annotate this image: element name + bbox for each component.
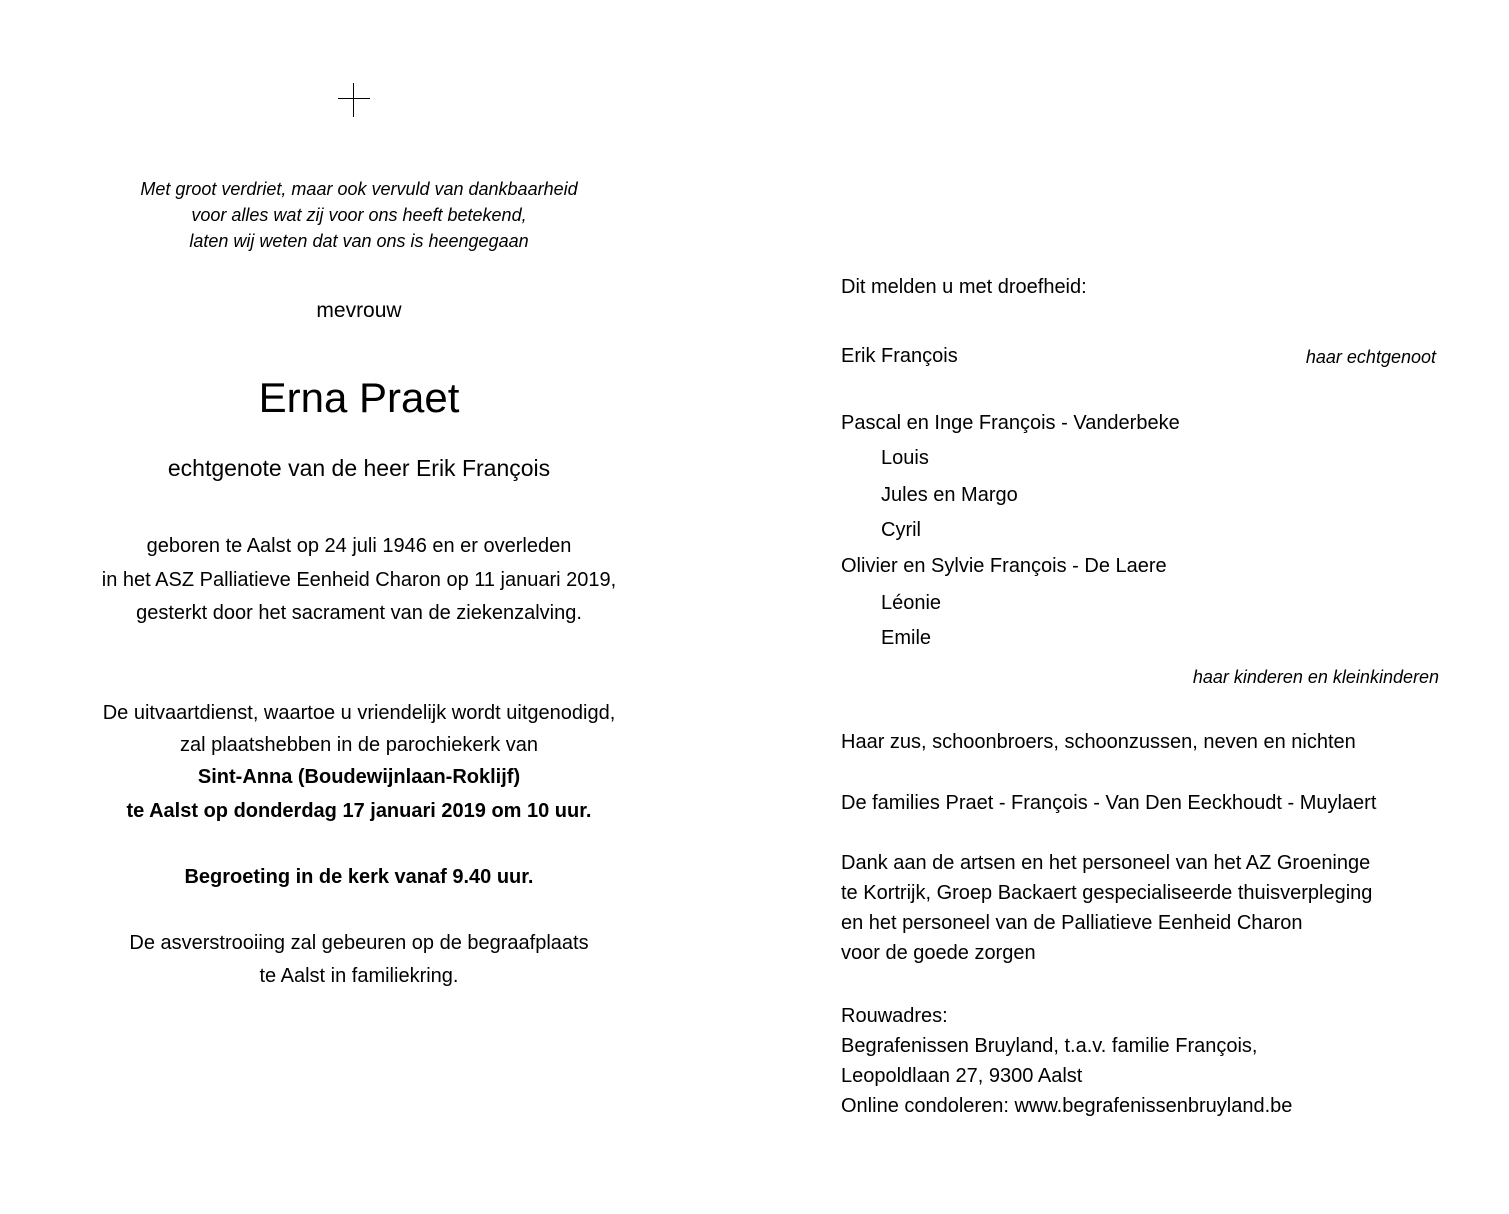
- deceased-name: Erna Praet: [258, 374, 460, 421]
- grandchild-1-1: Louis: [881, 447, 929, 469]
- thanks-line-3: en het personeel van de Palliatieve Eenheid Charon: [841, 912, 1303, 934]
- greeting-line: Begroeting in de kerk vanaf 9.40 uur.: [184, 866, 534, 888]
- intro-line-3: laten wij weten dat van ons is heengegaan: [189, 231, 529, 251]
- service-date: te Aalst op donderdag 17 januari 2019 om 10 uur.: [126, 800, 592, 822]
- intro-line-1: Met groot verdriet, maar ook vervuld van dankbaarheid: [140, 179, 578, 199]
- child-1: Pascal en Inge François - Vanderbeke: [841, 412, 1180, 434]
- relatives-line: Haar zus, schoonbroers, schoonzussen, neven en nichten: [841, 731, 1356, 753]
- ashes-line-2: te Aalst in familiekring.: [259, 965, 459, 987]
- announce-line: Dit melden u met droefheid:: [841, 276, 1087, 298]
- birth-death-line-2: in het ASZ Palliatieve Eenheid Charon op 11 januari 2019,: [101, 569, 617, 591]
- ashes-line-1: De asverstrooiing zal gebeuren op de begraafplaats: [129, 932, 589, 954]
- church-name: Sint-Anna (Boudewijnlaan-Roklijf): [197, 766, 521, 788]
- thanks-line-4: voor de goede zorgen: [841, 942, 1036, 964]
- families-line: De families Praet - François - Van Den Eeckhoudt - Muylaert: [841, 792, 1377, 814]
- condolence-link[interactable]: Online condoleren: www.begrafenissenbruyland.be: [841, 1095, 1293, 1117]
- grandchild-2-2: Emile: [881, 627, 932, 649]
- service-line-2: zal plaatshebben in de parochiekerk van: [179, 734, 539, 756]
- children-role: haar kinderen en kleinkinderen: [1192, 667, 1439, 687]
- child-2: Olivier en Sylvie François - De Laere: [841, 555, 1167, 577]
- address-line-2: Leopoldlaan 27, 9300 Aalst: [841, 1065, 1083, 1087]
- service-line-1: De uitvaartdienst, waartoe u vriendelijk wordt uitgenodigd,: [102, 702, 616, 724]
- honorific: mevrouw: [316, 299, 402, 322]
- intro-line-2: voor alles wat zij voor ons heeft betekend,: [191, 205, 527, 225]
- address-heading: Rouwadres:: [841, 1005, 948, 1027]
- grandchild-2-1: Léonie: [881, 592, 942, 614]
- address-line-1: Begrafenissen Bruyland, t.a.v. familie François,: [841, 1035, 1258, 1057]
- thanks-line-1: Dank aan de artsen en het personeel van het AZ Groeninge: [841, 852, 1371, 874]
- spouse-line: echtgenote van de heer Erik François: [167, 455, 551, 481]
- husband-role: haar echtgenoot: [1305, 347, 1436, 367]
- birth-death-line-1: geboren te Aalst op 24 juli 1946 en er overleden: [146, 535, 572, 557]
- birth-death-line-3: gesterkt door het sacrament van de ziekenzalving.: [136, 602, 582, 624]
- cross-icon: [338, 83, 370, 117]
- grandchild-1-3: Cyril: [881, 519, 921, 541]
- husband-name: Erik François: [841, 345, 958, 367]
- grandchild-1-2: Jules en Margo: [881, 484, 1018, 506]
- thanks-line-2: te Kortrijk, Groep Backaert gespecialiseerde thuisverpleging: [841, 882, 1373, 904]
